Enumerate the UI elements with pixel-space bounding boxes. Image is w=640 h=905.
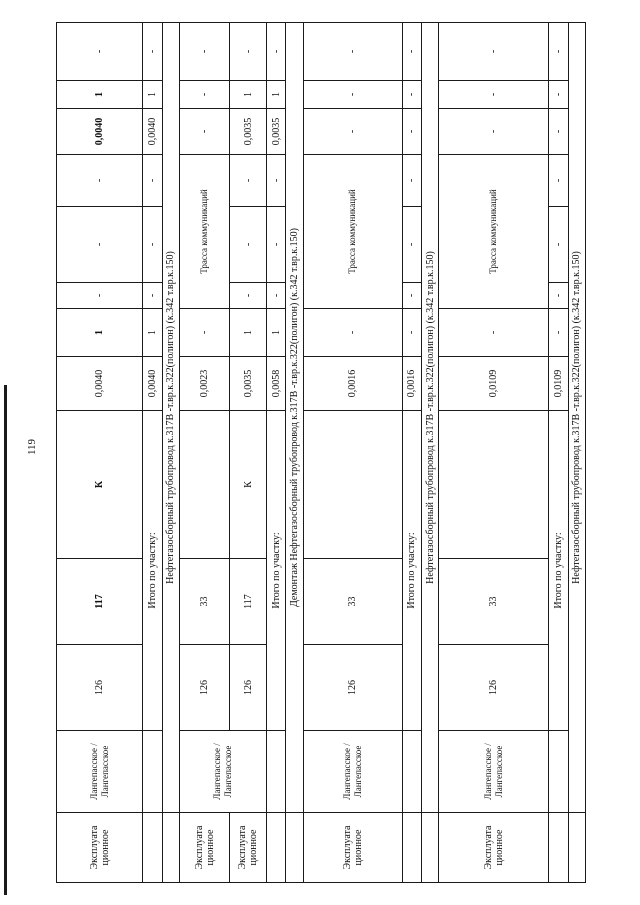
value-cell: -: [230, 155, 267, 207]
plot-cell: 33: [439, 559, 549, 645]
plot-cell: 117: [57, 559, 143, 645]
value-cell: -: [549, 283, 568, 309]
type-cell: К: [57, 411, 143, 559]
area-cell: 0,0040: [143, 109, 162, 155]
category-cell: Эксплуата ционное: [439, 813, 549, 883]
count-cell: -: [439, 309, 549, 357]
land-cell: Лангепасское / Лангепасское: [439, 731, 549, 813]
section-title: Нефтегазосборный трубопровод к.317В -т.вр.к.322(полигон) (к.342 т.вр.к.150): [568, 23, 585, 813]
area-cell: 0,0023: [179, 357, 230, 411]
plot-cell: 33: [303, 559, 402, 645]
count-cell: -: [439, 81, 549, 109]
value-cell: -: [143, 283, 162, 309]
count-cell: 1: [143, 81, 162, 109]
value-cell: -: [267, 155, 286, 207]
value-cell: -: [303, 23, 402, 81]
value-cell: -: [267, 207, 286, 283]
section-row: [568, 23, 585, 883]
area-cell: -: [549, 109, 568, 155]
count-cell: -: [402, 309, 421, 357]
value-cell: -: [267, 23, 286, 81]
category-cell: Эксплуата ционное: [303, 813, 402, 883]
category-cell: Эксплуата ционное: [57, 813, 143, 883]
purpose-cell: Трасса коммуникаций: [303, 155, 402, 309]
category-cell: Эксплуата ционное: [179, 813, 230, 883]
section-title: Демонтаж Нефтегазосборный трубопровод к.317В -т.вр.к.322(полигон) (к.342 т.вр.к.150): [286, 23, 303, 813]
count-cell: -: [549, 309, 568, 357]
value-cell: -: [143, 23, 162, 81]
area-cell: 0,0058: [267, 357, 286, 411]
value-cell: -: [402, 155, 421, 207]
count-cell: -: [303, 81, 402, 109]
value-cell: -: [143, 155, 162, 207]
section-row: [286, 23, 303, 883]
land-cell: Лангепасское / Лангепасское: [303, 731, 402, 813]
quarter-cell: 126: [179, 645, 230, 731]
count-cell: -: [303, 309, 402, 357]
value-cell: -: [549, 207, 568, 283]
type-cell: [303, 411, 402, 559]
value-cell: -: [267, 283, 286, 309]
area-cell: 0,0040: [57, 357, 143, 411]
value-cell: -: [230, 283, 267, 309]
total-label: Итого по участку:: [267, 411, 286, 731]
area-cell: 0,0109: [439, 357, 549, 411]
total-row: [549, 23, 568, 883]
category-cell: Эксплуата ционное: [230, 813, 267, 883]
count-cell: 1: [57, 309, 143, 357]
value-cell: -: [179, 23, 230, 81]
count-cell: 1: [143, 309, 162, 357]
count-cell: -: [549, 81, 568, 109]
table-row: [303, 23, 402, 883]
quarter-cell: 126: [439, 645, 549, 731]
value-cell: -: [57, 283, 143, 309]
value-cell: -: [439, 23, 549, 81]
quarter-cell: 126: [230, 645, 267, 731]
purpose-cell: Трасса коммуникаций: [439, 155, 549, 309]
value-cell: -: [402, 283, 421, 309]
count-cell: 1: [230, 81, 267, 109]
value-cell: -: [230, 207, 267, 283]
count-cell: -: [179, 81, 230, 109]
count-cell: 1: [267, 81, 286, 109]
area-cell: -: [402, 109, 421, 155]
count-cell: -: [179, 309, 230, 357]
quarter-cell: 126: [57, 645, 143, 731]
count-cell: -: [402, 81, 421, 109]
value-cell: -: [143, 207, 162, 283]
area-cell: 0,0109: [549, 357, 568, 411]
total-label: Итого по участку:: [402, 411, 421, 731]
value-cell: -: [57, 155, 143, 207]
table-row: [439, 23, 549, 883]
table-row: [57, 23, 143, 883]
value-cell: -: [230, 23, 267, 81]
section-title: Нефтегазосборный трубопровод к.317В -т.вр.к.322(полигон) (к.342 т.вр.к.150): [162, 23, 179, 813]
total-row: [402, 23, 421, 883]
area-cell: 0,0040: [143, 357, 162, 411]
land-cell: Лангепасское / Лангепасское: [57, 731, 143, 813]
area-cell: -: [179, 109, 230, 155]
land-cell: Лангепасское / Лангепасское: [179, 731, 266, 813]
plot-cell: 117: [230, 559, 267, 645]
rotated-table-wrapper: [56, 23, 586, 883]
value-cell: -: [57, 207, 143, 283]
count-cell: 1: [230, 309, 267, 357]
area-cell: -: [439, 109, 549, 155]
value-cell: -: [402, 207, 421, 283]
type-cell: К: [230, 411, 267, 559]
total-row: [267, 23, 286, 883]
area-cell: 0,0016: [402, 357, 421, 411]
area-cell: -: [303, 109, 402, 155]
quarter-cell: 126: [303, 645, 402, 731]
table-row: [179, 23, 230, 883]
land-plots-table: [56, 22, 586, 883]
total-label: Итого по участку:: [549, 411, 568, 731]
total-label: Итого по участку:: [143, 411, 162, 731]
area-cell: 0,0035: [230, 109, 267, 155]
plot-cell: 33: [179, 559, 230, 645]
count-cell: 1: [57, 81, 143, 109]
count-cell: 1: [267, 309, 286, 357]
total-row: [143, 23, 162, 883]
value-cell: -: [402, 23, 421, 81]
value-cell: -: [549, 23, 568, 81]
area-cell: 0,0035: [267, 109, 286, 155]
purpose-cell: Трасса коммуникаций: [179, 155, 230, 309]
area-cell: 0,0016: [303, 357, 402, 411]
section-row: [162, 23, 179, 883]
area-cell: 0,0040: [57, 109, 143, 155]
scan-edge: [4, 385, 7, 895]
type-cell: [439, 411, 549, 559]
value-cell: -: [549, 155, 568, 207]
area-cell: 0,0035: [230, 357, 267, 411]
section-title: Нефтегазосборный трубопровод к.317В -т.вр.к.322(полигон) (к.342 т.вр.к.150): [422, 23, 439, 813]
page-number: 119: [26, 438, 38, 456]
section-row: [422, 23, 439, 883]
value-cell: -: [57, 23, 143, 81]
type-cell: [179, 411, 230, 559]
